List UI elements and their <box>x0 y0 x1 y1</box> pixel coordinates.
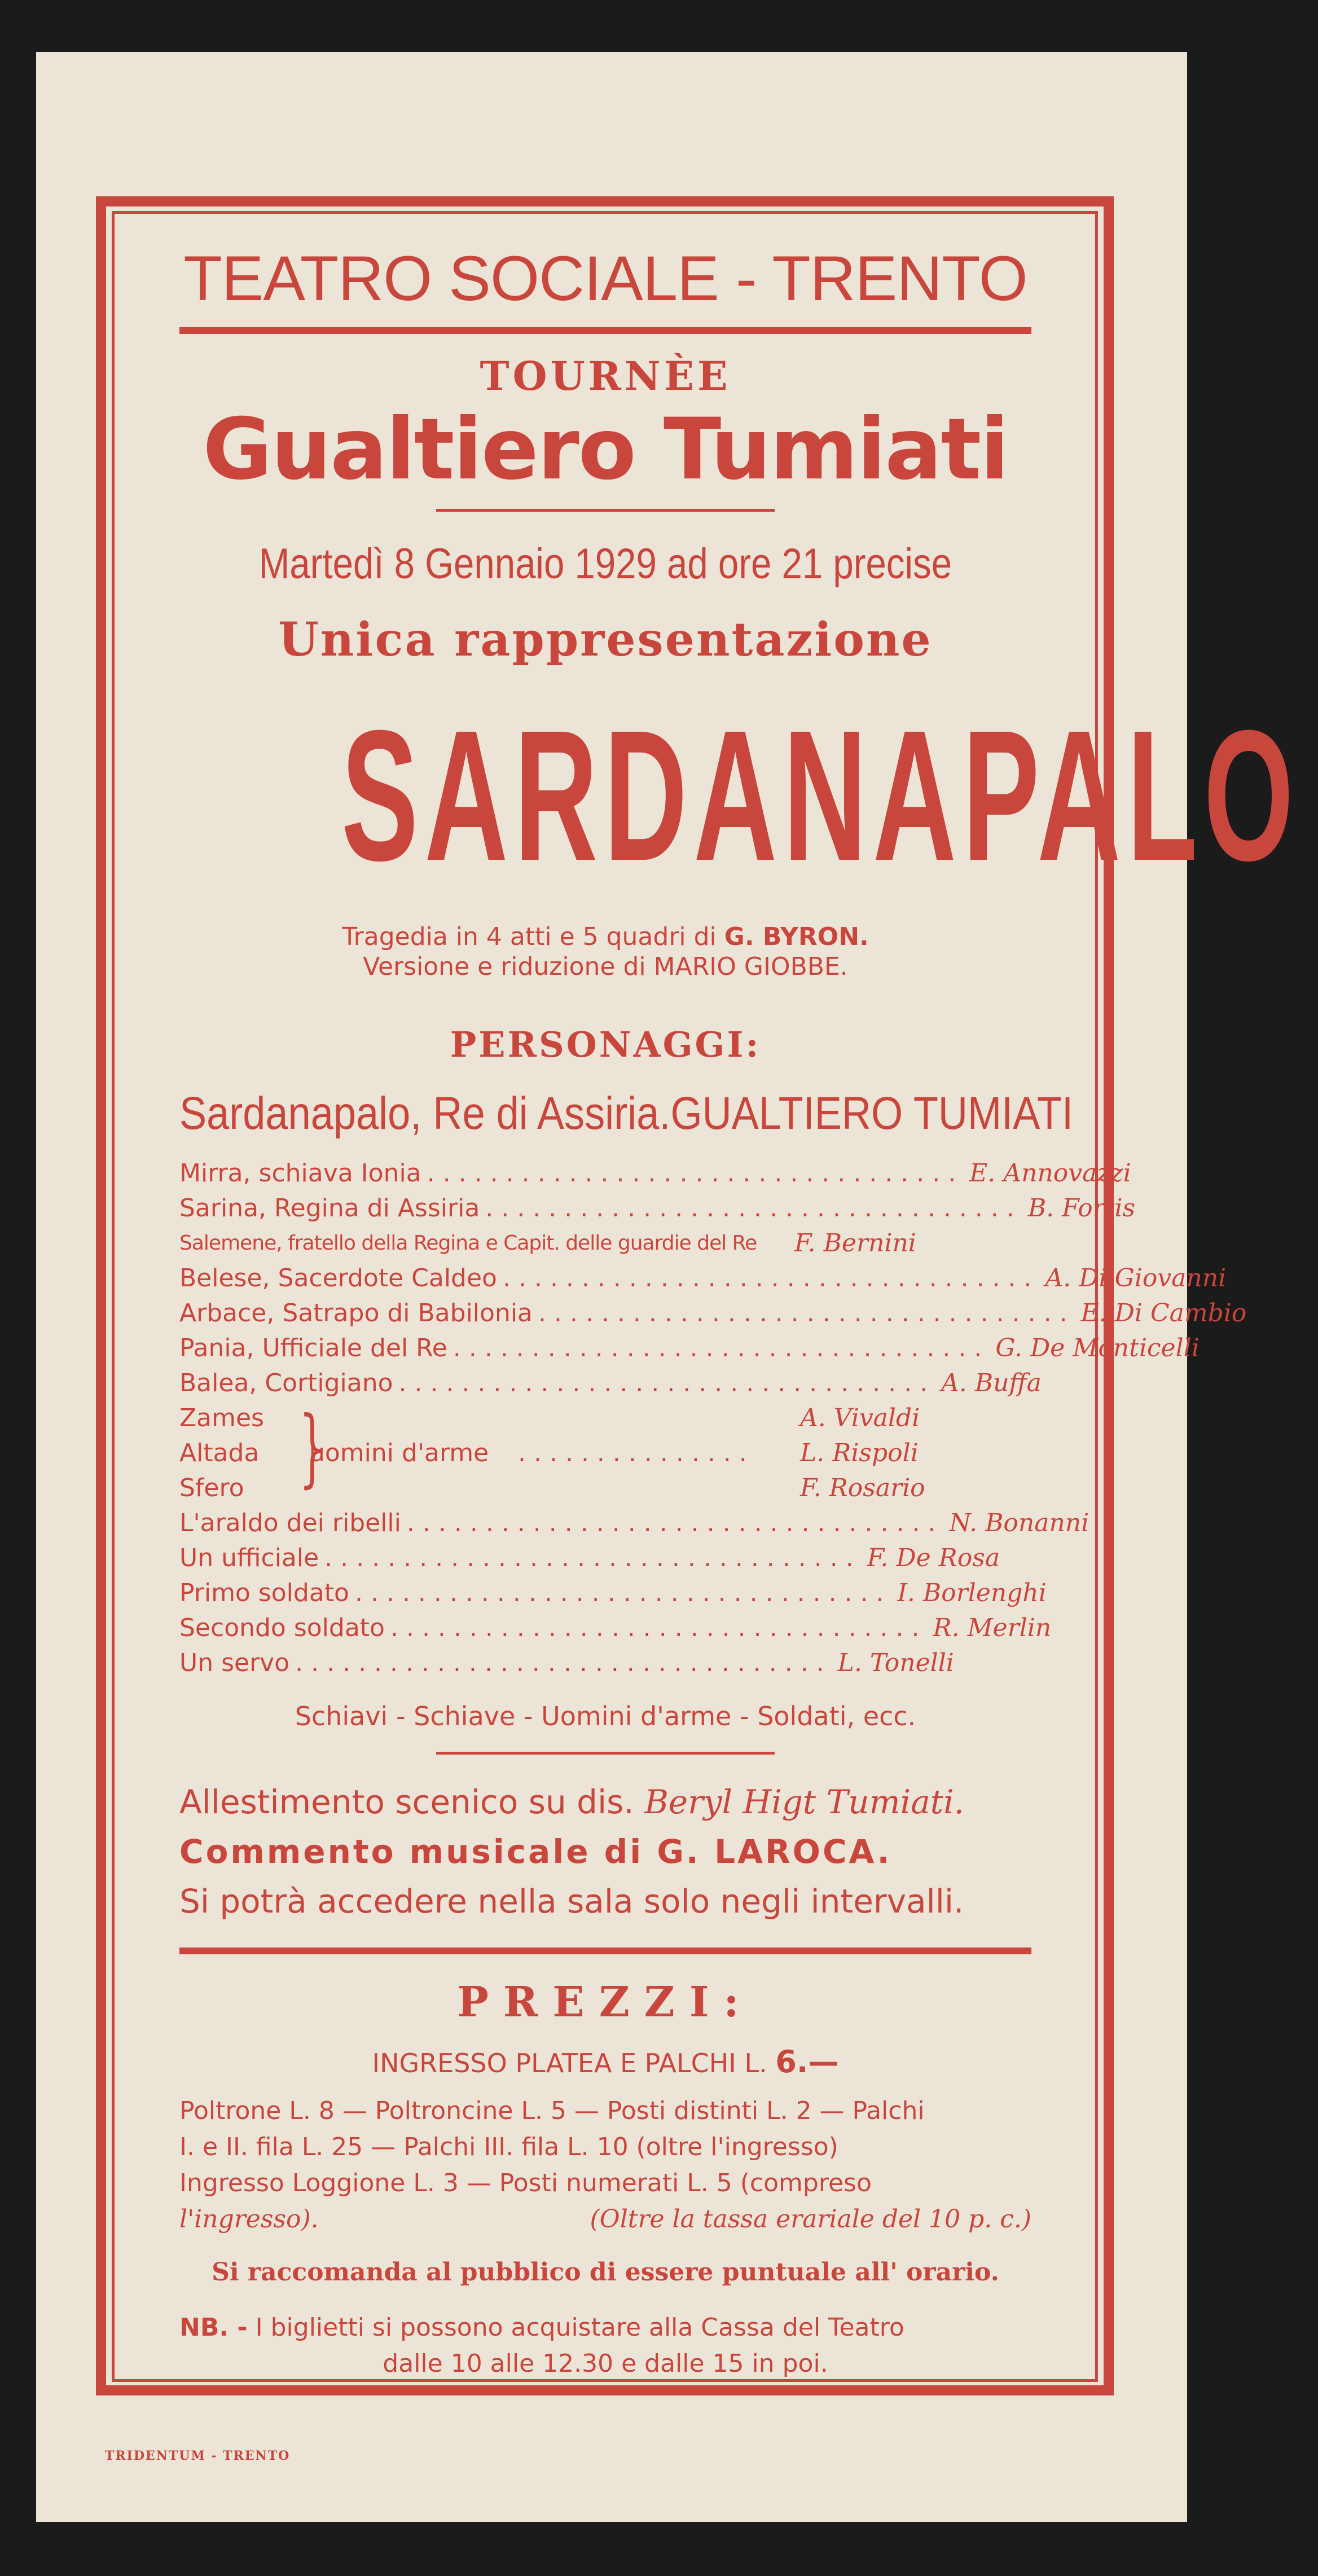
punctuality-notice: Si raccomanda al pubblico di essere puntuale all' orario. <box>212 2257 999 2287</box>
tragedy-author: G. BYRON. <box>724 922 869 951</box>
cast-actor: A. Buffa <box>941 1368 1042 1397</box>
company-name: Gualtiero Tumiati <box>203 401 1008 499</box>
cast-actor: G. De Monticelli <box>995 1333 1200 1362</box>
nb-text: I biglietti si possono acquistare alla Cassa del Teatro <box>255 2313 904 2342</box>
group-label: uomini d'arme <box>309 1438 489 1467</box>
leader-dots <box>757 1226 789 1261</box>
cast-role: Arbace, Satrapo di Babilonia <box>179 1298 533 1327</box>
group-actor: A. Vivaldi <box>800 1403 920 1432</box>
cast-actor: N. Bonanni <box>949 1508 1089 1537</box>
leader-dots: .................................. <box>295 1648 832 1677</box>
divider <box>436 509 775 512</box>
leader-dots: .................................. <box>538 1298 1075 1327</box>
leader-dots: .................................. <box>324 1543 862 1572</box>
tragedy-prefix: Tragedia in 4 atti e 5 quadri di <box>342 922 717 951</box>
cast-actor: I. Borlenghi <box>897 1578 1047 1607</box>
credits-block <box>179 1777 1031 1926</box>
tour-heading: TOURNÈE <box>480 353 731 399</box>
price-line: Ingresso Loggione L. 3 — Posti numerati L. 5 (compreso <box>179 2168 872 2197</box>
cast-actor: R. Merlin <box>933 1613 1052 1642</box>
cast-actor: F. Bernini <box>794 1228 916 1258</box>
ticket-note <box>179 2310 1031 2382</box>
leader-dots: .................................. <box>398 1368 936 1397</box>
extras-line: Schiavi - Schiave - Uomini d'arme - Soldati, ecc. <box>295 1700 916 1731</box>
lead-actor: GUALTIERO TUMIATI <box>670 1087 1074 1139</box>
price-line <box>179 2201 1031 2237</box>
leader-dots: ............... <box>518 1438 755 1467</box>
cast-row <box>179 1366 1042 1401</box>
ticket-note-line <box>179 2310 1031 2346</box>
cast-row <box>179 1331 1200 1366</box>
cast-role: Mirra, schiava Ionia <box>179 1158 421 1188</box>
cast-actor: E. Di Cambio <box>1080 1298 1247 1327</box>
divider <box>179 1948 1031 1954</box>
cast-actor: B. Fortis <box>1027 1193 1136 1223</box>
cast-row <box>179 1296 1247 1331</box>
cast-actor: A. Di Giovanni <box>1045 1263 1227 1293</box>
cast-role: Primo soldato <box>179 1578 349 1607</box>
cast-role: Balea, Cortigiano <box>179 1368 393 1397</box>
leader-dots: .................................. <box>502 1263 1040 1293</box>
ticket-hours: dalle 10 alle 12.30 e dalle 15 in poi. <box>383 2349 828 2378</box>
divider <box>436 1752 775 1755</box>
performance-date: Martedì 8 Gennaio 1929 ad ore 21 precise <box>258 540 952 588</box>
lead-role-row <box>179 1087 1074 1139</box>
cast-row <box>179 1506 1089 1541</box>
brace-glyph: } <box>298 1398 326 1497</box>
cast-role: Belese, Sacerdote Caldeo <box>179 1263 497 1293</box>
single-performance: Unica rappresentazione <box>278 613 933 667</box>
group-actor: F. Rosario <box>800 1473 925 1502</box>
cast-role: L'araldo dei ribelli <box>179 1508 401 1537</box>
price-list <box>179 2093 1031 2237</box>
group-name: Zames <box>179 1403 264 1432</box>
group-names <box>179 1401 264 1506</box>
cast-role: Secondo soldato <box>179 1613 385 1642</box>
lead-role: Sardanapalo, Re di Assiria <box>179 1087 660 1139</box>
leader-dots: .................................. <box>406 1508 944 1537</box>
characters-heading: PERSONAGGI: <box>450 1023 761 1065</box>
admission-prefix: INGRESSO PLATEA E PALCHI L. <box>372 2047 767 2078</box>
tax-note: (Oltre la tassa erariale del 10 p. c.) <box>590 2204 1031 2234</box>
leader-dots: .................................. <box>354 1578 892 1607</box>
cast-row <box>179 1191 1136 1226</box>
play-title: SARDANAPALO <box>341 691 1300 899</box>
cast-row <box>179 1576 1047 1611</box>
leader-dots: .................................. <box>485 1193 1022 1223</box>
staging-prefix: Allestimento scenico su dis. <box>179 1782 634 1821</box>
leader-dots: .................................. <box>452 1333 990 1362</box>
lead-separator: . <box>659 1087 671 1139</box>
cast-actor: E. Annovazzi <box>969 1158 1131 1188</box>
cast-list <box>179 1156 1247 1681</box>
cast-role: Pania, Ufficiale del Re <box>179 1333 447 1362</box>
version-line: Versione e riduzione di MARIO GIOBBE. <box>363 952 848 981</box>
group-name: Sfero <box>179 1473 244 1502</box>
cast-role: Salemene, fratello della Regina e Capit. delle guardie del Re <box>179 1231 757 1255</box>
cast-row <box>179 1541 1031 1576</box>
cast-role: Un ufficiale <box>179 1543 319 1572</box>
nb-label: NB. - <box>179 2313 248 2342</box>
cast-row <box>179 1261 1227 1296</box>
cast-role: Sarina, Regina di Assiria <box>179 1193 480 1223</box>
admission-price: 6.— <box>775 2043 839 2080</box>
cast-row <box>179 1646 1031 1681</box>
group-actor: L. Rispoli <box>800 1438 919 1467</box>
access-line: Si potrà accedere nella sala solo negli intervalli. <box>179 1882 964 1920</box>
group-actors <box>794 1401 1031 1506</box>
price-note: l'ingresso). <box>179 2204 319 2234</box>
cast-row <box>179 1611 1052 1646</box>
admission-line <box>179 2043 1031 2080</box>
prices-heading: PREZZI: <box>457 1977 754 2026</box>
soldiers-group <box>179 1398 1031 1506</box>
cast-row <box>179 1226 1031 1261</box>
price-line: I. e II. fila L. 25 — Palchi III. fila L. 10 (oltre l'ingresso) <box>179 2132 838 2161</box>
theatre-name: TEATRO SOCIALE - TRENTO <box>179 247 1031 334</box>
tragedy-line <box>179 922 1031 952</box>
printer-imprint: TRIDENTUM - TRENTO <box>105 2448 291 2463</box>
music-line: Commento musicale di G. LAROCA. <box>179 1832 892 1871</box>
group-name: Altada <box>179 1438 260 1467</box>
staging-line <box>179 1777 1031 1827</box>
cast-actor: F. De Rosa <box>867 1543 1000 1572</box>
price-line: Poltrone L. 8 — Poltroncine L. 5 — Posti distinti L. 2 — Palchi <box>179 2096 925 2125</box>
cast-actor: L. Tonelli <box>837 1648 954 1677</box>
leader-dots: .................................. <box>390 1613 928 1642</box>
cast-row <box>179 1156 1131 1191</box>
cast-role: Un servo <box>179 1648 290 1677</box>
leader-dots: .................................. <box>427 1158 964 1188</box>
poster-content <box>179 237 1300 2382</box>
staging-designer: Beryl Higt Tumiati. <box>644 1782 965 1821</box>
